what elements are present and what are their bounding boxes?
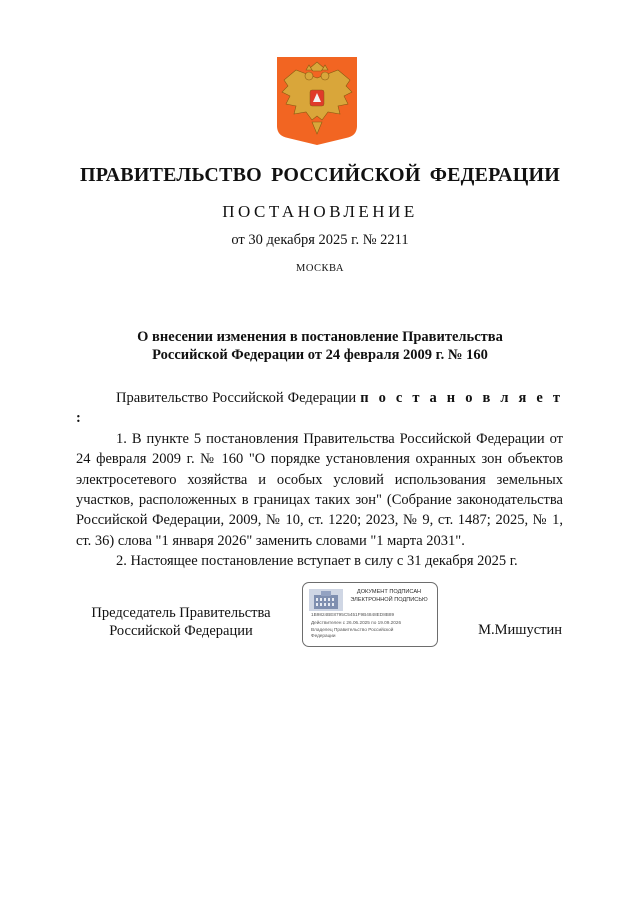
document-subject: [80, 328, 560, 364]
document-body: [76, 388, 563, 572]
intro-text: Правительство Российской Федерации: [116, 390, 361, 406]
intro-paragraph: [76, 388, 563, 429]
stamp-title-line-2: ЭЛЕКТРОННОЙ ПОДПИСЬЮ: [350, 596, 428, 603]
government-title: ПРАВИТЕЛЬСТВО РОССИЙСКОЙ ФЕДЕРАЦИИ: [80, 164, 560, 186]
stamp-owner-line-1: Владелец Правительство Российской: [311, 627, 394, 632]
stamp-owner-line-2: Федерации: [311, 633, 336, 638]
government-building-icon: [309, 589, 343, 611]
document-city: МОСКВА: [296, 263, 344, 274]
document-type: ПОСТАНОВЛЕНИЕ: [222, 202, 418, 221]
document-date-number: от 30 декабря 2025 г. № 2211: [231, 232, 409, 248]
stamp-title: [339, 589, 439, 604]
stamp-validity: Действителен с 26.06.2025 по 19.09.2026: [311, 620, 402, 625]
stamp-title-line-1: ДОКУМЕНТ ПОДПИСАН: [356, 589, 422, 595]
electronic-signature-stamp: [302, 582, 438, 647]
signer-name: М.Мишустин: [478, 622, 562, 638]
signer-position-line-2: Российской Федерации: [109, 623, 253, 639]
coat-of-arms-emblem: [276, 56, 358, 146]
paragraph-1: 1. В пункте 5 постановления Правительства Российской Федерации от 24 февраля 2009 г. № 160 "О порядке установления охранных зон объектов электросетевого хозяйства и особых условий использования земельных участков, расположенных в границах таких зон" (Собрание законодательства Российской Федерации, 2009, № 10, ст. 1220; 2023, № 9, ст. 1487; 2025, № 1, ст. 36) слова "1 января 2026" заменить словами "1 марта 2031".: [76, 430, 563, 549]
subject-line-2: Российской Федерации от 24 февраля 2009 г. № 160: [152, 347, 488, 363]
decree-word: п о с т а н о в л я е т :: [76, 390, 563, 427]
subject-line-1: О внесении изменения в постановление Правительства: [137, 329, 503, 345]
paragraph-2: 2. Настоящее постановление вступает в силу с 31 декабря 2025 г.: [116, 553, 518, 570]
signer-position: [76, 604, 286, 640]
stamp-certificate: 1B9824BE8795C5451F9B4848ED8B89: [311, 612, 395, 617]
signer-position-line-1: Председатель Правительства: [91, 605, 271, 621]
